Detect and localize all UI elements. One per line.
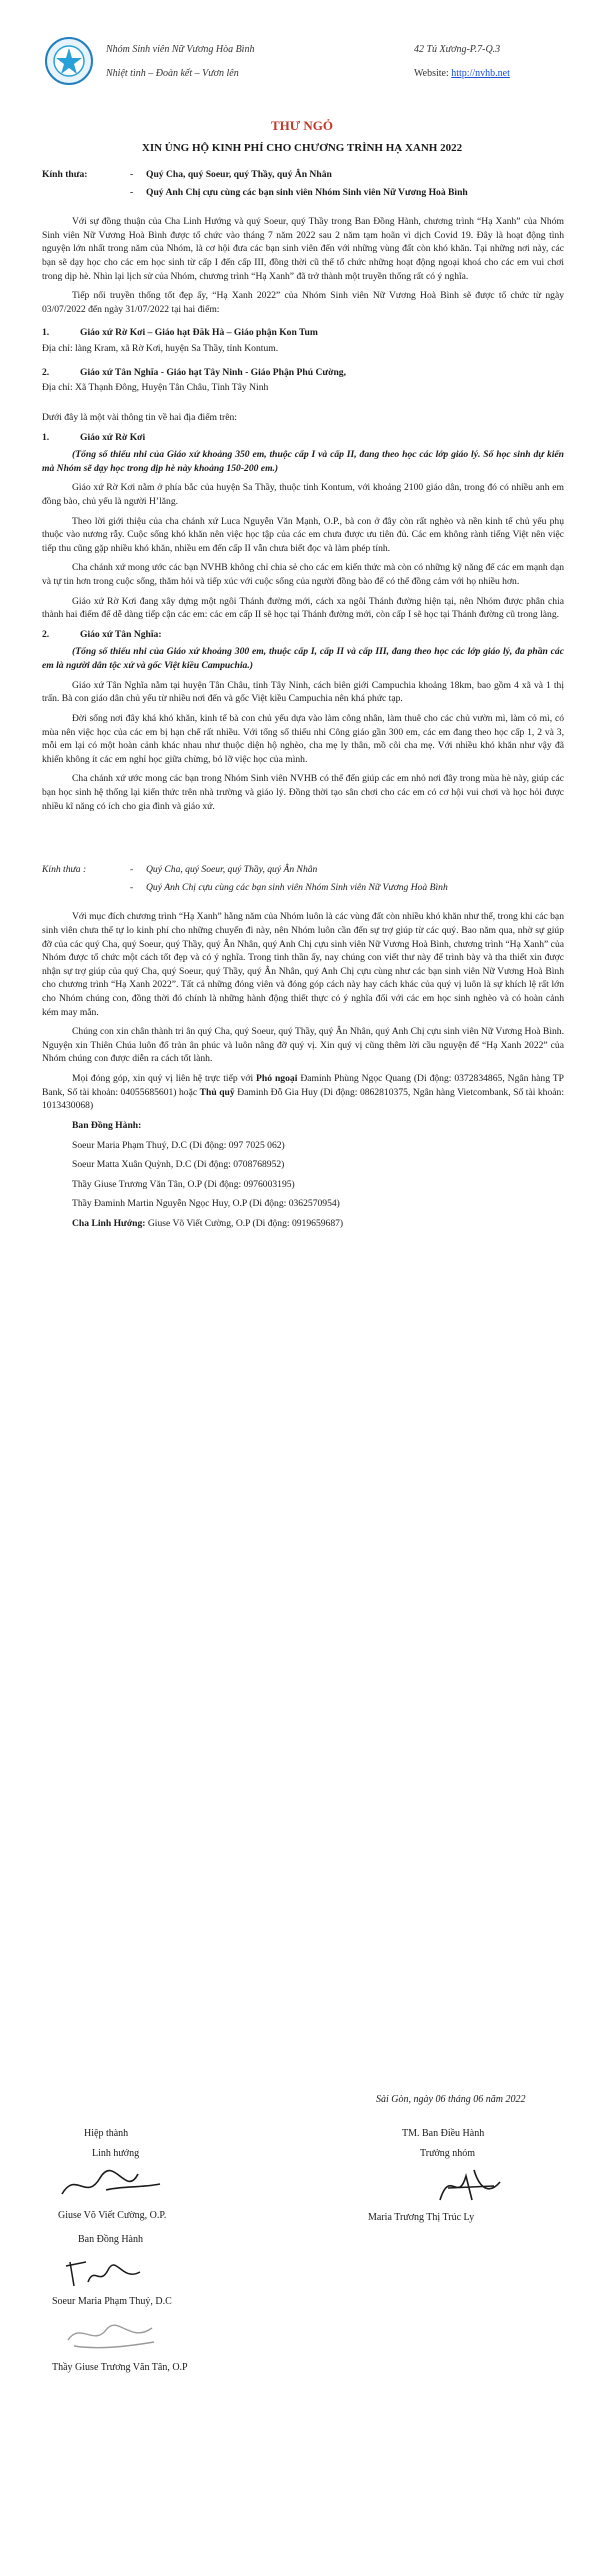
location-1-number: 1. [42,327,50,339]
website-label: Website: [414,68,449,79]
letter-body [42,164,564,1237]
location-1-heading [42,326,564,340]
location-2-address: Địa chỉ: Xã Thạnh Đông, Huyện Tân Châu, Tỉnh Tây Ninh [42,382,269,394]
ban-dong-hanh-member-3: Thầy Giuse Trương Văn Tân, O.P (Di động: 0976003195) [72,1178,295,1190]
section-1-heading [42,431,564,445]
section-1-note: (Tổng số thiếu nhi của Giáo xứ khoảng 350 em, thuộc cấp I và cấp II, đang theo học các lớp giáo lý. Số học sinh dự kiến mà Nhóm sẽ dạy học trong dịp hè này khoảng 150-200 em.) [42,449,564,474]
greeting-2-dash: - [130,864,134,876]
section-2-note: (Tổng số thiếu nhi của Giáo xứ khoảng 300 em, thuộc cấp I, cấp II và cấp III, đang theo học các lớp giáo lý, đa phần các em là người dân tộc xứ và gốc Việt kiều Campuchia.) [42,646,564,672]
greeting-2-line [42,863,564,877]
section-1-number: 1. [42,431,50,443]
left-sign-role: Linh hướng [92,2148,140,2159]
greeting-dash-2: - [130,186,134,198]
location-2-number: 2. [42,366,50,378]
section-1-paragraph-3: Cha chánh xứ mong ước các bạn NVHB không chỉ chia sẻ cho các em kiến thức mà còn có những kỹ năng để các em mạnh dạn và tự tin hơn trong cuộc sống, thăm hỏi và tiếp xúc với cuộc sống của người đồng bào để có thể đồng cảm với họ nhiều hơn. [42,562,564,588]
info-intro: Dưới đây là một vài thông tin về hai địa điểm trên: [42,411,237,423]
greeting-line [42,168,564,182]
section-1-paragraph-1: Giáo xứ Rờ Kơi nằm ở phía bắc của huyện Sa Thầy, thuộc tỉnh Kontum, với khoảng 2100 giáo dân, trong đó có nhiều anh em đồng bào, chủ yếu là người H’lăng. [42,482,564,507]
letterhead [44,32,564,96]
ban-dong-hanh-heading: Ban Đồng Hành: [72,1119,142,1131]
ban-dong-hanh-member-4: Thầy Đaminh Martin Nguyễn Ngọc Huy, O.P (Di động: 0362570954) [72,1198,340,1210]
organization-logo-icon [44,36,94,86]
section-2-title: Giáo xứ Tân Nghĩa: [80,628,162,640]
location-2-name: Giáo xứ Tân Nghĩa - Giáo hạt Tây Ninh - Giáo Phận Phú Cường, [80,366,346,378]
location-2-heading [42,366,564,380]
website-line [414,68,510,79]
ban-dong-hanh-list [72,1119,564,1231]
left-signature-icon [56,2164,166,2204]
intro-paragraph-1: Với sự đồng thuận của Cha Linh Hướng và quý Soeur, quý Thầy trong Ban Đồng Hành, chương trình “Hạ Xanh” của Nhóm Sinh viên Nữ Vương Hoà Bình được tổ chức vào tháng 7 năm 2022 sau 2 năm tạm hoãn vì dịch Covid 19. Đây là hoạt động tình nguyện lớn nhất trong năm của Nhóm, là cơ hội đưa các bạn sinh viên đến với những vùng đất còn khó khăn. Tại những nơi này, các bạn sẽ dạy học cho các em học sinh từ cấp I đến cấp III, đồng thời cũ thể tổ chức những hoạt động ngoại khoá cho các em vui chơi trong dịp hè. Nhìn lại lịch sử của Nhóm, chương trình “Hạ Xanh” đã trở thành một truyền thống rất có ý nghĩa. [42,216,564,282]
section-1-paragraph-4: Giáo xứ Rờ Kơi đang xây dựng một ngôi Thánh đường mới, cách xa ngôi Thánh đường hiện tại, nên Nhóm được phân chia thành hai điểm để dễ dàng tiếp cận các em: các em cấp II sẽ học tại Thánh đường mới, còn cấp I sẽ học tại Thánh đường cũ trong làng. [42,595,564,621]
spiritual-director-info: Giuse Võ Viết Cường, O.P (Di động: 0919659687) [147,1217,344,1229]
location-1-address: Địa chỉ: làng Kram, xã Rờ Kơi, huyện Sa Thầy, tỉnh Kontum. [42,343,279,355]
right-sign-title: TM. Ban Điều Hành [402,2128,485,2139]
section-1-title: Giáo xứ Rờ Kơi [80,431,146,443]
treasurer-info: Đaminh Đỗ Gia Huy (Di động: 0862810375, Ngân hàng Vietcombank, Số tài khoản: 1013430068) [42,1086,564,1112]
greeting-label: Kính thưa: [42,169,88,180]
closing-paragraph-2: Chúng con xin chân thành tri ân quý Cha, quý Soeur, quý Thầy, quý Ân Nhân, quý Anh Chị cựu sinh viên Nữ Vương Hoà Bình. Nguyện xin Thiên Chúa luôn đổ tràn ân phúc và luôn nâng đỡ quý vị. Xin quý vị cũng thêm lời cầu nguyện để “Hạ Xanh 2022” của Nhóm chúng con được diễn ra cách tốt lành. [42,1026,564,1065]
greeting-2-dash-2: - [130,881,134,893]
ban-dong-hanh-member-1: Soeur Maria Phạm Thuý, D.C (Di động: 097 7025 062) [72,1139,285,1151]
intro-paragraph-2: Tiếp nối truyền thống tốt đẹp ấy, “Hạ Xanh 2022” của Nhóm Sinh viên Nữ Vương Hoà Bình sẽ được tổ chức từ ngày 03/07/2022 đến ngày 31/07/2022 tại hai điểm: [42,290,564,315]
greeting-2-line-2 [130,881,564,895]
letter-title: THƯ NGỎ [271,118,333,133]
bdh-signature-2-icon [60,2316,160,2356]
greeting-2-label: Kính thưa : [42,864,87,876]
section-2-paragraph-1: Giáo xứ Tân Nghĩa nằm tại huyện Tân Châu, tỉnh Tây Ninh, cách biên giới Campuchia khoảng 18km, bao gồm 4 xã và 1 thị trấn. Bà con giáo dân chủ yếu từ nhiều nơi đến và gốc Việt kiều Campuchia nên khá phức tạp. [42,679,564,705]
bdh-signature-1-icon [60,2252,150,2292]
greeting-2-recipient-2: Quý Anh Chị cựu cùng các bạn sinh viên Nhóm Sinh viên Nữ Vương Hoà Bình [146,881,448,893]
vice-info: Đaminh Phùng Ngọc Quang (Di động: 0372834865, Ngân hàng TP Bank, Số tài khoản: 04055685601) hoặc [42,1073,564,1098]
greeting-recipient-2: Quý Anh Chị cựu cùng các bạn sinh viên Nhóm Sinh viên Nữ Vương Hoà Bình [146,186,468,198]
bdh-sign-name-1: Soeur Maria Phạm Thuý, D.C [52,2296,172,2307]
right-sign-role: Trưởng nhóm [420,2148,476,2159]
section-2-paragraph-2: Đời sống nơi đây khá khó khăn, kinh tế bà con chủ yếu dựa vào làm công nhân, làm thuê cho các chủ vườn mì, làm cỏ mì, có mùa nên việc học của các em bị hạn chế rất nhiều. Với tổng số thiếu nhi Công giáo gần 300 em, các em đang theo học cấp 1, 2 và 3, mỗi em lại có một hoàn cảnh khác nhau như thuộc diện hộ nghèo, cha mẹ ly thân, mồ côi cha mẹ. Với nhiều khó khăn như vậy đã khiến không ít các em nghỉ học giữa chừng, bỏ lỡ việc học của mình. [42,712,564,765]
greeting-dash: - [130,169,134,180]
left-sign-name: Giuse Võ Viết Cường, O.P. [58,2210,167,2221]
greeting-2-recipient-1: Quý Cha, quý Soeur, quý Thầy, quý Ân Nhân [146,864,318,876]
org-name: Nhóm Sinh viên Nữ Vương Hòa Bình [106,44,255,55]
letter-subtitle: XIN ỦNG HỘ KINH PHÍ CHO CHƯƠNG TRÌNH HẠ XANH 2022 [141,142,463,154]
vice-label: Phó ngoại [256,1073,298,1085]
contact-paragraph [42,1072,564,1113]
org-motto: Nhiệt tình – Đoàn kết – Vươn lên [106,68,239,79]
letter-date: Sài Gòn, ngày 06 tháng 06 năm 2022 [376,2094,526,2105]
right-signature-icon [428,2160,508,2210]
ban-dong-hanh-member-2: Soeur Matta Xuân Quỳnh, D.C (Di động: 0708768952) [72,1159,285,1171]
section-2-paragraph-3: Cha chánh xứ ước mong các bạn trong Nhóm Sinh viên NVHB có thể đến giúp các em nhỏ nơi đây trong mùa hè này, giúp các bạn học sinh hệ thống lại kiến thức trên nhà trường và giáo lý. Đồng thời tạo sân chơi cho các em có cơ hội vui chơi và học hỏi được nhiều kĩ năng có ích cho gia đình và giáo xứ. [42,773,564,812]
section-2-number: 2. [42,628,50,640]
greeting-line-2 [130,186,564,200]
bdh-sign-role: Ban Đồng Hành [78,2234,143,2245]
spiritual-director-label: Cha Linh Hướng: [72,1217,146,1229]
right-sign-name: Maria Trương Thị Trúc Ly [368,2212,475,2223]
org-address: 42 Tú Xương-P.7-Q.3 [414,44,501,55]
spiritual-director-line [72,1217,564,1231]
bdh-sign-name-2: Thầy Giuse Trương Văn Tân, O.P [52,2362,188,2373]
closing-paragraph-1: Với mục đích chương trình “Hạ Xanh” hằng năm của Nhóm luôn là các vùng đất còn nhiều khó khăn như thế, trong khi các bạn sinh viên chưa thể tự lo kinh phí cho những chuyến đi này, nên Nhóm luôn cần đến sự trợ giúp từ các quý. Bao năm qua, nhờ sự giúp đỡ của các quý Cha, quý Soeur, quý Thầy, quý Ân Nhân, quý Anh Chị cựu sinh viên Nữ Vương Hoà Bình, chương trình “Hạ Xanh” của Nhóm được tổ chức một cách tốt đẹp và có ý nghĩa. Trong tinh thần ấy, nay chúng con viết thư này để trình bày và tha thiết xin được nhận sự trợ giúp của quý Cha, quý Soeur, quý Thầy, quý Ân Nhân, quý Anh Chị cựu cùng như các bạn sinh viên Nữ Vương Hoà Bình cho chương trình “Hạ Xanh 2022”. Tất cả những đóng viên và đóng góp cách này hay cách khác của quý vị luôn là sự khích lệ rất lớn cho Nhóm chúng con, đồng thời đó chính là những hành động thiết thực có ý nghĩa đối với các em học sinh nghèo và có hoàn cảnh kém may mắn. [42,911,564,1018]
website-link[interactable]: http://nvhb.net [451,68,510,79]
location-1-name: Giáo xứ Rờ Kơi – Giáo hạt Đăk Hà – Giáo phận Kon Tum [80,327,318,339]
left-sign-title: Hiệp thành [84,2128,129,2139]
section-2-heading [42,628,564,642]
treasurer-label: Thủ quỹ [199,1086,235,1098]
greeting-recipient-1: Quý Cha, quý Soeur, quý Thầy, quý Ân Nhân [146,169,332,180]
contact-intro: Mọi đóng góp, xin quý vị liên hệ trực tiếp với [72,1073,254,1085]
section-1-paragraph-2: Theo lời giới thiệu của cha chánh xứ Luca Nguyễn Văn Mạnh, O.P., bà con ở đây còn rất nghèo và nền kinh tế chủ yếu phụ thuộc vào nương rẫy. Cuộc sống khó khăn nên việc học tập của các em chưa được ưu tiên đủ. Các em không rành tiếng Việt nên việc tiếp thu cũng gặp nhiều khó khăn, nhiều em đến cấp II vẫn chưa biết đọc và làm phép tính. [42,515,564,554]
